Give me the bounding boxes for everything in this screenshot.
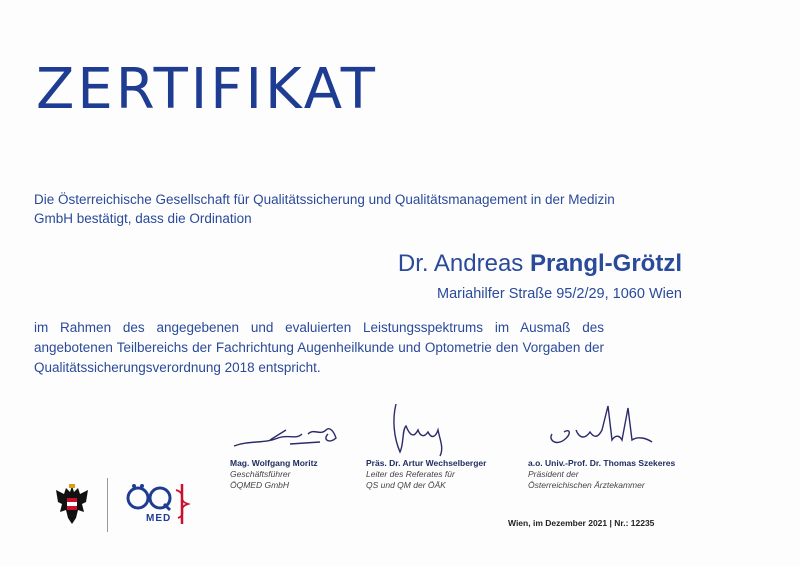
signatory-role: Präsident der [528,469,579,479]
recipient-name [398,250,682,278]
certificate-body: im Rahmen des angegebenen und evaluierten Leistungsspektrums im Ausmaß des angebotenen Teilbereichs der Fachrichtung Augenheilkunde und Optometrie den Vorgaben der Qualitätssicherungsverordnung 2018 entspricht. [34,320,604,375]
signature-icon [230,400,370,458]
recipient-last-name: Prangl-Grötzl [529,250,682,277]
signatory-name: a.o. Univ.-Prof. Dr. Thomas Szekeres [528,458,676,468]
signature-icon [366,400,506,458]
signatory-org: ÖQMED GmbH [230,480,290,490]
signatory-role: Geschäftsführer [230,469,291,479]
signatory-org: QS und QM der ÖÄK [366,480,446,490]
intro-text: Die Österreichische Gesellschaft für Qualitätssicherung und Qualitätsmanagement in der Medizin GmbH bestätigt, dass die Ordination [34,192,615,226]
logo-divider [107,478,108,532]
signature-icon [528,400,668,458]
signatory-name: Präs. Dr. Artur Wechselberger [366,458,487,468]
certificate-title: ZERTIFIKAT [36,57,378,122]
recipient-address: Mariahilfer Straße 95/2/29, 1060 Wien [436,286,682,302]
signatory-org: Österreichischen Ärztekammer [528,480,645,490]
signatory-name: Mag. Wolfgang Moritz [230,458,318,468]
signature-block-3 [528,400,698,491]
austria-coat-of-arms-icon [52,480,92,530]
signature-block-2 [366,400,536,491]
signatory-role: Leiter des Referates für [366,469,455,479]
recipient-first-name: Dr. Andreas [397,250,524,277]
issue-date-and-number: Wien, im Dezember 2021 | Nr.: 12235 [508,518,655,528]
logo-text: MED [146,513,172,524]
